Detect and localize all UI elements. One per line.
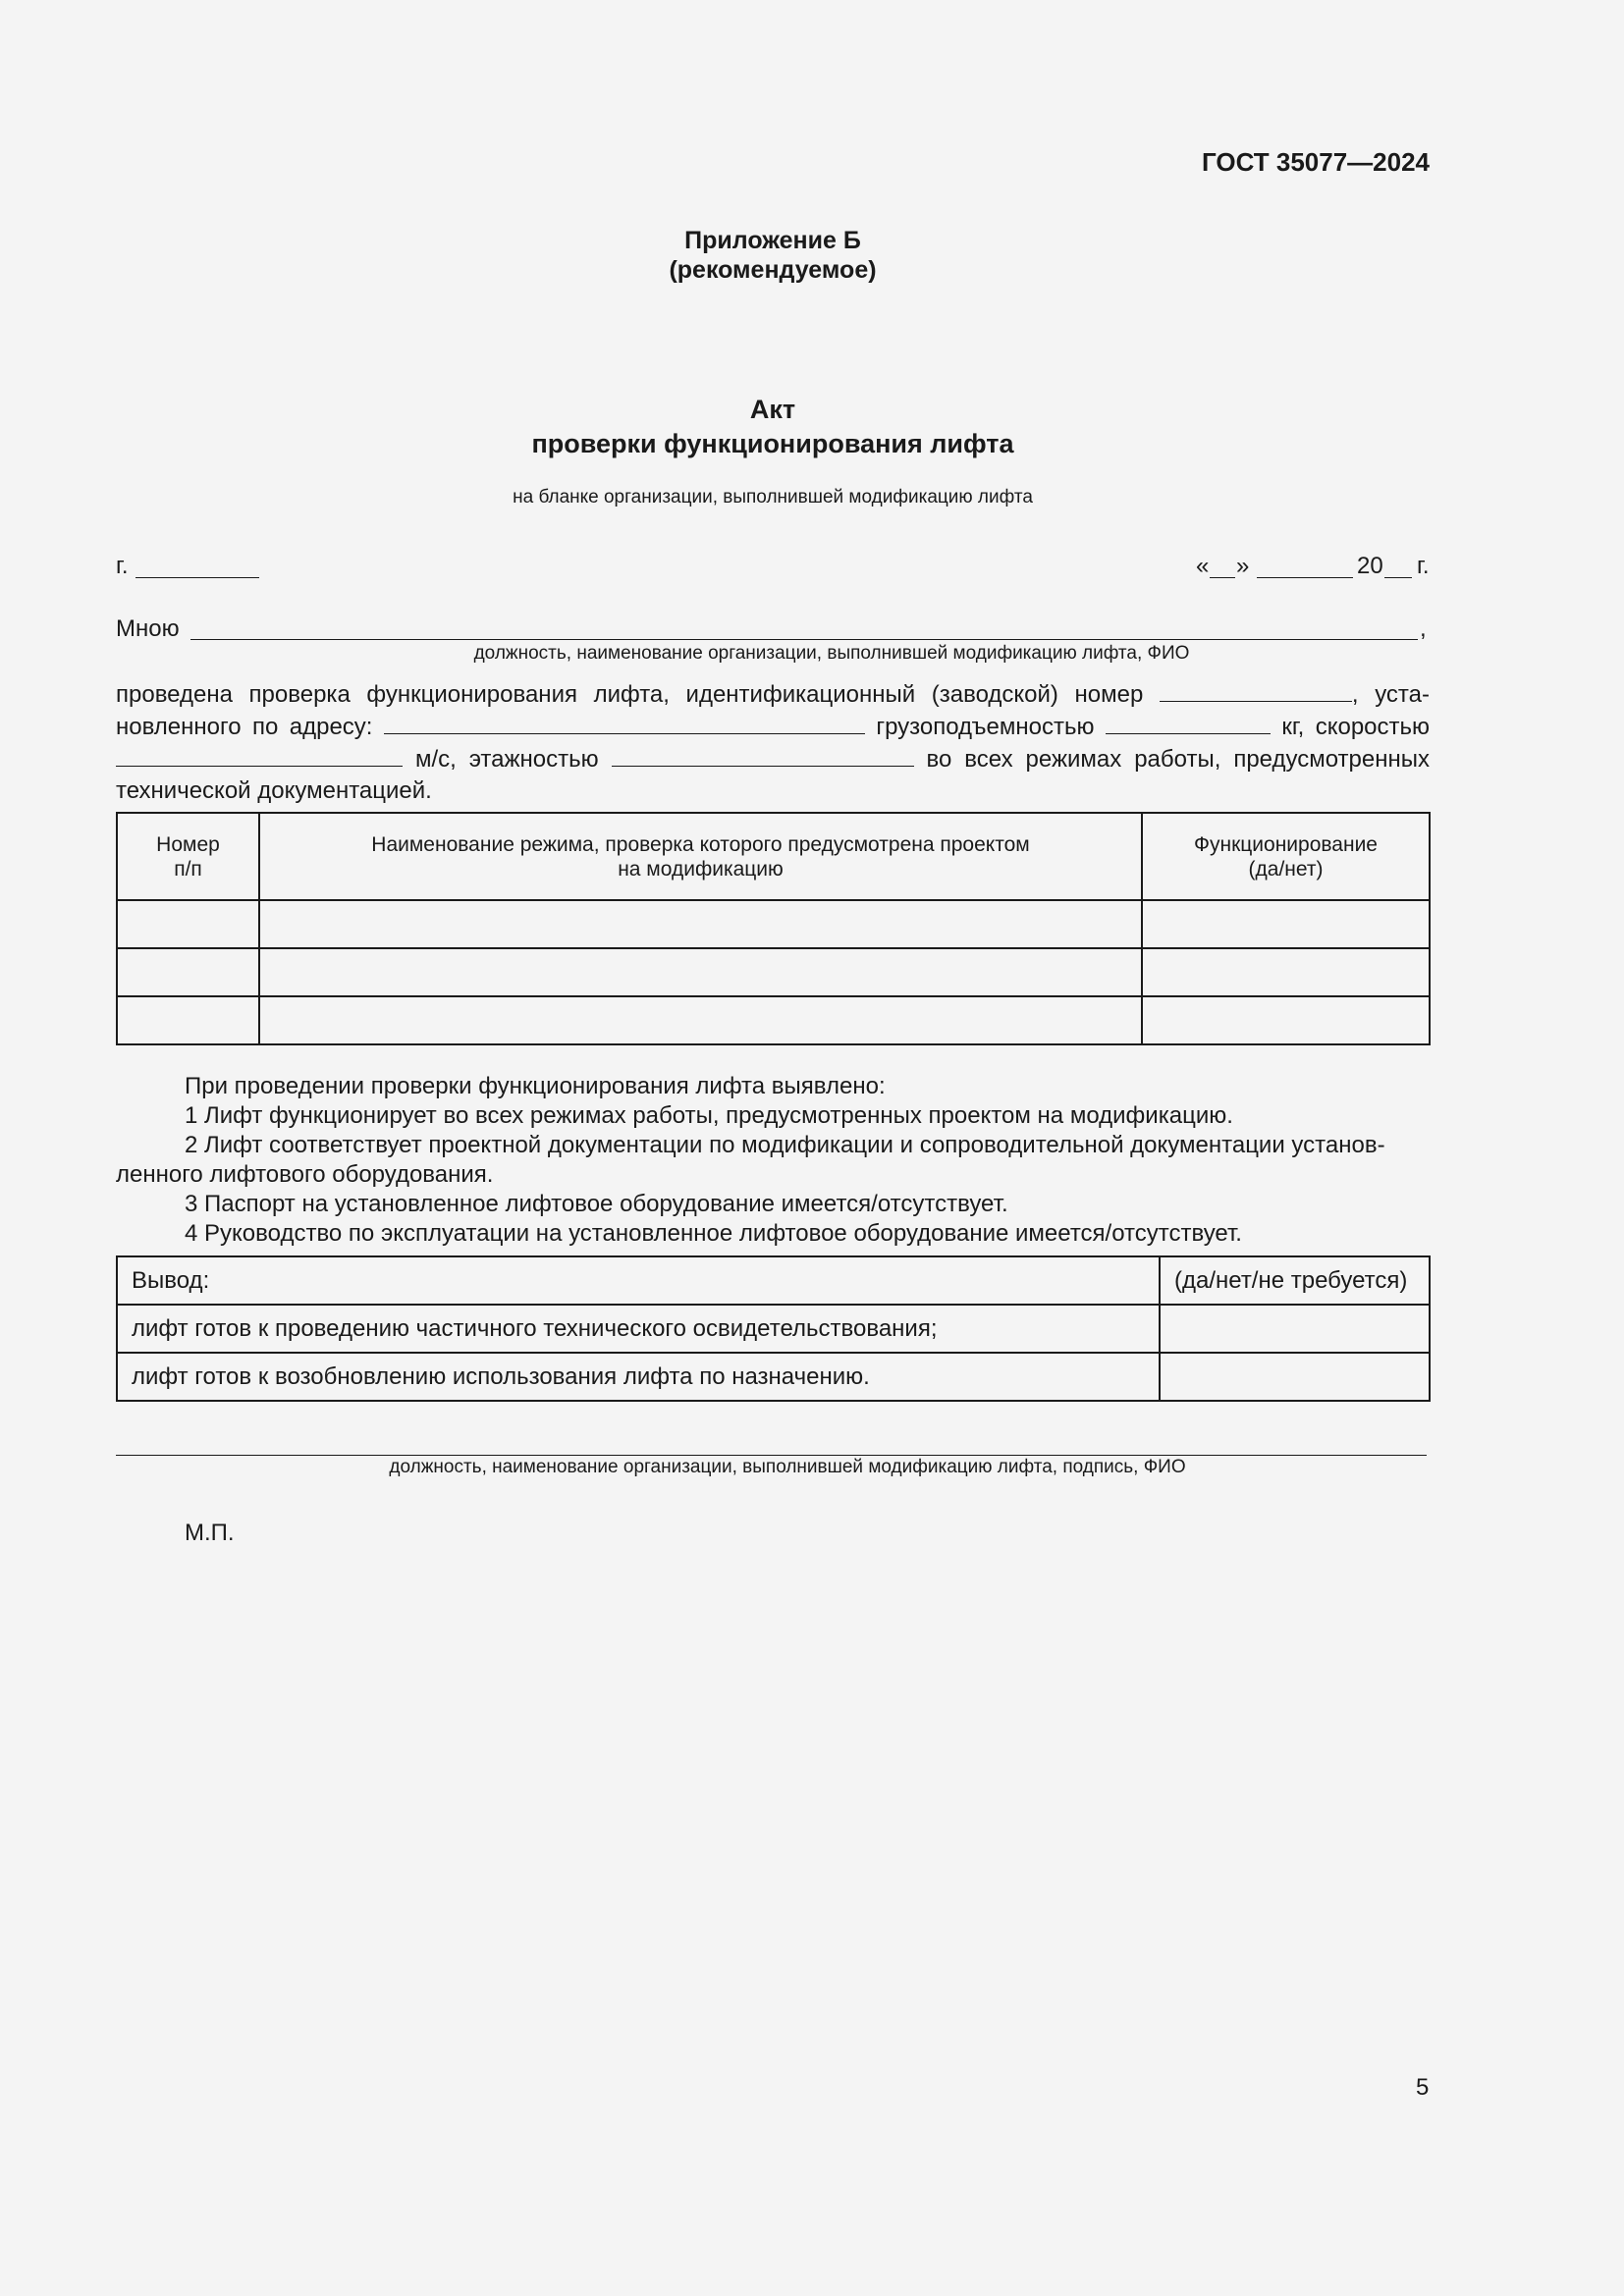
body-text-1-end: , уста- bbox=[1351, 681, 1430, 708]
header-number bbox=[117, 813, 259, 900]
floors-label: м/с, этажностью bbox=[414, 746, 599, 773]
letterhead-note: на бланке организации, выполнившей модификацию лифта bbox=[513, 487, 1033, 507]
body-text-3-end: во всех режимах работы, предусмотренных bbox=[926, 746, 1430, 773]
appendix-title: Приложение Б bbox=[684, 227, 861, 254]
findings-block bbox=[116, 1072, 1430, 1249]
body-line-4: технической документацией. bbox=[116, 777, 432, 804]
table-cell[interactable] bbox=[1142, 996, 1430, 1044]
act-title: Акт bbox=[749, 395, 796, 424]
finding-2a: 2 Лифт соответствует проектной документации по модификации и сопроводительной документации установ- bbox=[185, 1132, 1385, 1158]
conclusion-options: (да/нет/не требуется) bbox=[1160, 1256, 1430, 1305]
date-quote-open: « bbox=[1196, 553, 1210, 579]
table-row bbox=[117, 996, 1430, 1044]
city-blank[interactable] bbox=[135, 577, 259, 578]
table-cell[interactable] bbox=[259, 900, 1142, 948]
performer-blank[interactable] bbox=[190, 639, 1418, 640]
performer-label: Мною bbox=[116, 615, 180, 642]
signature-caption: должность, наименование организации, выполнившей модификацию лифта, подпись, ФИО bbox=[389, 1457, 1186, 1477]
performer-comma: , bbox=[1420, 615, 1427, 642]
finding-3: 3 Паспорт на установленное лифтовое оборудование имеется/отсутствует. bbox=[185, 1191, 1008, 1217]
header-function bbox=[1142, 813, 1430, 900]
capacity-label: грузоподъемностью bbox=[876, 714, 1095, 740]
table-row bbox=[117, 900, 1430, 948]
speed-blank[interactable] bbox=[116, 744, 403, 767]
address-blank[interactable] bbox=[384, 712, 865, 734]
floors-blank[interactable] bbox=[612, 744, 914, 767]
findings-intro: При проведении проверки функционирования лифта выявлено: bbox=[185, 1073, 886, 1099]
finding-4: 4 Руководство по эксплуатации на установленное лифтовое оборудование имеется/отсутствует. bbox=[185, 1220, 1242, 1247]
year-suffix: г. bbox=[1417, 553, 1430, 579]
conclusion-label: Вывод: bbox=[117, 1256, 1160, 1305]
body-line-3 bbox=[116, 744, 1430, 774]
conclusion-header-row bbox=[117, 1256, 1430, 1305]
appendix-heading bbox=[116, 226, 1430, 285]
capacity-blank[interactable] bbox=[1106, 712, 1271, 734]
table-cell[interactable] bbox=[117, 996, 259, 1044]
table-cell[interactable] bbox=[1142, 948, 1430, 996]
body-line-2 bbox=[116, 712, 1430, 742]
header-mode-line2: на модификацию bbox=[618, 857, 784, 881]
conclusion-item-partial-inspection: лифт готов к проведению частичного технического освидетельствования; bbox=[117, 1305, 1160, 1353]
conclusion-answer-cell[interactable] bbox=[1160, 1353, 1430, 1401]
page-number: 5 bbox=[1416, 2074, 1430, 2101]
conclusion-answer-cell[interactable] bbox=[1160, 1305, 1430, 1353]
standard-number: ГОСТ 35077—2024 bbox=[1202, 147, 1430, 177]
act-heading bbox=[116, 393, 1430, 461]
appendix-status: (рекомендуемое) bbox=[669, 256, 877, 284]
table-row bbox=[117, 1353, 1430, 1401]
year-prefix: 20 bbox=[1357, 553, 1383, 579]
performer-caption: должность, наименование организации, выполнившей модификацию лифта, ФИО bbox=[473, 643, 1190, 664]
table-cell[interactable] bbox=[259, 996, 1142, 1044]
table-cell[interactable] bbox=[117, 900, 259, 948]
body-text-1: проведена проверка функционирования лифта, идентификационный (заводской) номер bbox=[116, 681, 1144, 708]
date-quote-close: » bbox=[1236, 553, 1250, 579]
day-blank[interactable] bbox=[1210, 577, 1235, 578]
conclusion-item-resume-use: лифт готов к возобновлению использования лифта по назначению. bbox=[117, 1353, 1160, 1401]
header-number-line1: Номер bbox=[156, 832, 220, 856]
table-cell[interactable] bbox=[117, 948, 259, 996]
table-cell[interactable] bbox=[259, 948, 1142, 996]
header-function-line1: Функционирование bbox=[1194, 832, 1378, 856]
finding-2b: ленного лифтового оборудования. bbox=[116, 1161, 494, 1188]
serial-number-blank[interactable] bbox=[1160, 679, 1352, 702]
act-subtitle: проверки функционирования лифта bbox=[531, 429, 1014, 458]
finding-1: 1 Лифт функционирует во всех режимах работы, предусмотренных проектом на модификацию. bbox=[185, 1102, 1233, 1129]
stamp-place: М.П. bbox=[185, 1520, 235, 1546]
city-label: г. bbox=[116, 553, 129, 579]
table-cell[interactable] bbox=[1142, 900, 1430, 948]
header-mode bbox=[259, 813, 1142, 900]
year-blank[interactable] bbox=[1384, 577, 1412, 578]
table-row bbox=[117, 1305, 1430, 1353]
signature-blank[interactable] bbox=[116, 1455, 1427, 1456]
speed-label: кг, скоростью bbox=[1281, 714, 1431, 740]
header-function-line2: (да/нет) bbox=[1248, 857, 1324, 881]
header-mode-line1: Наименование режима, проверка которого предусмотрена проектом bbox=[371, 832, 1030, 856]
table-row bbox=[117, 948, 1430, 996]
modes-table-header bbox=[117, 813, 1430, 900]
conclusion-table bbox=[116, 1255, 1431, 1402]
modes-table bbox=[116, 812, 1431, 1045]
address-label: новленного по адресу: bbox=[116, 714, 373, 740]
body-line-1 bbox=[116, 679, 1430, 710]
month-blank[interactable] bbox=[1257, 577, 1353, 578]
header-number-line2: п/п bbox=[174, 857, 202, 881]
